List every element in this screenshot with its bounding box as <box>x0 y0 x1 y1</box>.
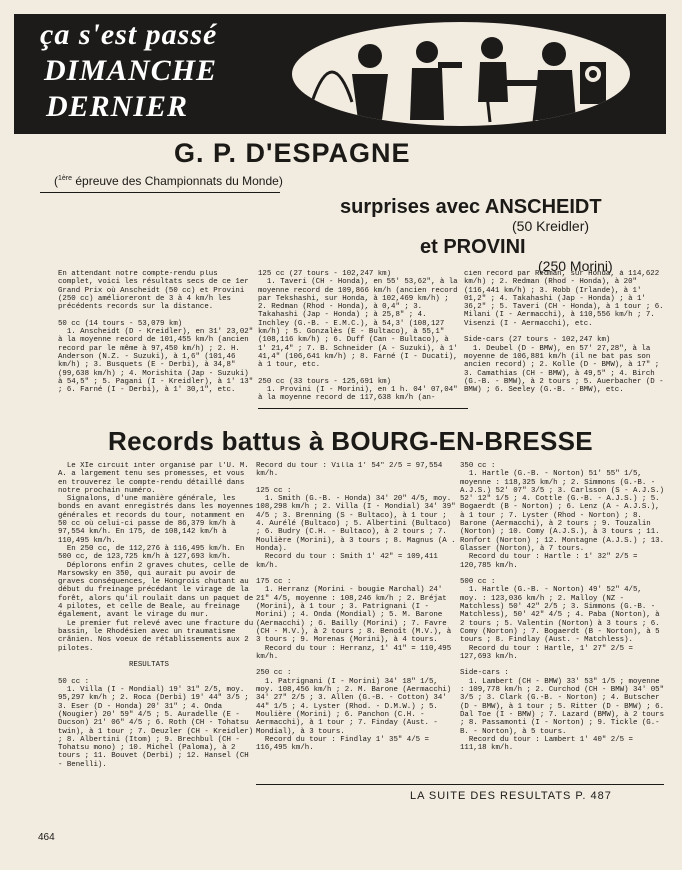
records-headline <box>108 426 593 457</box>
bourg-column-3: 350 cc : 1. Hartle (G.-B. - Norton) 51' 55" 1/5, moyenne : 118,325 km/h ; 2. Simmons (G.-B. - A.J.S.) 52' 07" 3/5 ; 3. Carlsson (S - A.J.S.) 52' 12" 1/5 ; 4. Cottle (G.-B. - A.J.S.) ; 5. Bogaerdt (B - Norton) ; 6. Lenz (A - A.J.S.), à 1 tour ; 7. Lyster (Rhod - Norton) ; 8. Barone (Aermacchi), à 2 tours ; 9. Touzalin (Norton) ; 10. Comy (A.J.S.), à 3 tours ; 11. Ronfort (Norton) ; 12. Montagne (A.J.S.) ; 13. Glasser (Norton), à 7 tours. Record du tour : Hartle : 1' 32" 2/5 = 120,785 km/h. 500 cc : 1. Hartle (G.-B. - Norton) 49' 52" 4/5, moy. : 123,036 km/h ; 2. Malloy (NZ - Matchless) 50' 42" 2/5 ; 3. Simmons (G.-B. - Matchless), 50' 42" 4/5 ; 4. Paba (Norton), à 2 tours ; 5. Valentin (Norton) à 3 tours ; 6. Comy (Norton) ; 7. Bogaerdt (B - Norton), à 5 tours ; 8. Findlay (Aust. - Matchless). Record du tour : Hartle, 1' 27" 2/5 = 127,693 km/h. Side-cars : 1. Lambert (CH - BMW) 33' 53" 1/5 ; moyenne : 109,778 km/h ; 2. Curchod (CH - BMW) 34' 05" 3/5 ; 3. Clark (G.-B. - Norton) ; 4. Butscher (D - BMW), à 1 tour ; 5. Ritter (D - BMW) ; 6. Dal Toe (I - BMW) ; 7. Lazard (BMW), à 2 tours ; 8. Passamonti (I - Norton) ; 9. Tickle (G.-B. - Norton), à 5 tours. Record du tour : Lambert 1' 40" 2/5 = 111,18 km/h. <box>460 462 664 753</box>
espagne-column-1: En attendant notre compte-rendu plus complet, voici les résultats secs de ce 1er Grand Prix où Anscheidt (50 cc) et Provini (250 cc) amélioreront de 3 à 4 km/h les précédents records sur la distance. 50 cc (14 tours - 53,079 km) 1. Anscheidt (D - Kreidler), en 31' 23,02" à la moyenne record de 101,455 km/h (ancien record par le même à 97,450 km/h) ; 2. H. Anderson (N.Z. - Suzuki), à 1,6" (101,46 km/h) ; 3. Busquets (E - Derbi), à 34,8" (99,638 km/h) ; 4. Morishita (Jap - Suzuki) à 54,5" ; 5. Pagani (I - Kreidler), à 1' 13" ; 6. Farné (I - Derbi), à 1' 30,1", etc. <box>58 270 254 395</box>
records-place: BOURG-EN-BRESSE <box>331 426 593 456</box>
divider <box>258 408 468 409</box>
party-illustration <box>292 22 630 126</box>
continued-notice: LA SUITE DES RESULTATS P. 487 <box>410 790 612 802</box>
records-prefix: Records battus à <box>108 426 332 456</box>
headline-anscheidt <box>340 196 602 219</box>
illustration-oval <box>292 22 630 126</box>
headline-prefix: surprises avec <box>340 196 485 218</box>
bourg-column-2: Record du tour : Villa 1' 54" 2/5 = 97,554 km/h. 125 cc : 1. Smith (G.-B. - Honda) 34' 20" 4/5, moy. 108,298 km/h ; 2. Villa (I - Mondial) 34' 39" 4/5 ; 3. Brenning (S - Bultaco), à 1 tour ; 4. Aurélé (Bultaco) ; 5. Albertini (Bultaco) ; 6. Budry (C.H. - Bultaco), à 2 tours ; 7. Moulière (Morini), à 3 tours ; 8. Magnus (A . Honda). Record du tour : Smith 1' 42" = 109,411 km/h. 175 cc : 1. Herranz (Morini - bougie Marchal) 24' 21" 4/5, moyenne : 108,246 km/h ; 2. Bréjat (Morini), à 1 tour ; 3. Patrignani (I - Morini) ; 4. Onda (Mondial) ; 5. M. Barone (Aermacchi) ; 6. Bailly (Morini) ; 7. Favre (CH - M.V.), à 2 tours ; 8. Benoît (M.V.), à 3 tours ; 9. Morenas (Morini), à 4 tours. Record du tour : Herranz, 1' 41" = 110,495 km/h. 250 cc : 1. Patrignani (I - Morini) 34' 18" 1/5, moy. 108,456 km/h ; 2. M. Barone (Aermacchi) 34' 27" 2/5 ; 3. Allen (G.-B. - Cotton) 34' 44" 1/5 ; 4. Lyster (Rhod. - D.M.W.) ; 5. Moulière (Morini) ; 6. Panchon (C.H. - Aermacchi), à 1 tour ; 7. Finday (Aust. - Mondial), à 3 tours. Record du tour : Findlay 1' 35" 4/5 = 116,495 km/h. <box>256 462 456 753</box>
masthead-title <box>40 20 217 122</box>
subtitle-sup: 1ère <box>58 175 73 182</box>
headline-provini-sub: (250 Morini) <box>538 258 613 274</box>
page-number: 464 <box>38 832 55 843</box>
espagne-column-3: cien record par Redman, sur Honda, à 114,622 km/h) ; 2. Redman (Rhod - Honda), à 20" (116,441 km/h) ; 3. Robb (Irlande), à 1' 01,2" ; 4. Takahashi (Jap - Honda) ; à 1' 36,2" ; 5. Taveri (CH - Honda), à 1 tour ; 6. Milani (I - Aermacchi), à 110,556 km/h ; 7. Visenzi (I - Aermacchi), etc. Side-cars (27 tours - 102,247 km) 1. Deubel (D - BMW), en 57' 27,28", à la moyenne de 106,881 km/h (il ne bat pas son ancien record) ; 2. Kolle (D - BMW), à 17" ; 3. Camathias (CH - BMW), à 49,5" ; 4. Birch (G.-B. - BMW), à 2 tours ; 5. Auerbacher (D - BMW) ; 6. Seeley (G.-B. - BMW), etc. <box>464 270 664 395</box>
masthead-line-2: DIMANCHE <box>44 54 218 87</box>
event-title: G. P. D'ESPAGNE <box>174 138 411 168</box>
subtitle-text: épreuve des Championnats du Monde) <box>75 174 283 188</box>
headline-prefix: et <box>420 236 444 258</box>
divider <box>40 192 280 193</box>
headline-name: PROVINI <box>443 236 526 258</box>
headline-anscheidt-sub: (50 Kreidler) <box>512 218 590 234</box>
bourg-column-1: Le XIe circuit inter organisé par l'U. M. A. a largement tenu ses promesses, et vous en trouverez le compte-rendu détaillé dans notre prochain numéro. Signalons, d'une manière générale, les bonds en avant enregistrés dans les moyennes générales et records du tour, notamment en 50 cc où celui-ci passe de 86,379 km/h à 97,554 km/h. En 175, de 108,142 km/h à 110,495 km/h. En 250 cc, de 112,276 à 116,495 km/h. En 500 cc, de 123,725 km/h à 127,693 km/h. Déplorons enfin 2 graves chutes, celle de Marsowsky en 350, qui aurait pu avoir de graves conséquences, le Hongrois chutant au début du freinage précédant le virage de la forêt, alors qu'il roulait dans un paquet de 4 pilotes, et celle de Beale, au freinage également, avant le virage du mur. Le premier fut relevé avec une fracture du bassin, le Rhodésien avec un traumatisme crânien. Nos voeux de rétablissements aux 2 pilotes. RESULTATS 50 cc : 1. Villa (I - Mondial) 19' 31" 2/5, moy. 95,297 km/h ; 2. Roca (Derbi) 19' 44" 3/5 ; 3. Eser (D - Honda) 20' 31" ; 4. Onda (Nougier) 20' 59" 4/5 ; 5. Auradelle (E - Ducson) 21' 06" 4/5 ; 6. Roth (CH - Tohatsu twin), à 1 tour ; 7. Deuzler (CH - Kreidler) ; 8. Albertini (Itom) ; 9. Brechbul (CH - Tohatsu mono) ; 10. Michel (Paloma), à 2 tours ; 11. Bouvet (Derbi) ; 12. Hansel (CH - Benelli). <box>58 462 254 769</box>
masthead-line-1: ça s'est passé <box>40 18 218 51</box>
headline-provini <box>420 236 526 259</box>
headline-name: ANSCHEIDT <box>484 196 602 218</box>
espagne-column-2: 125 cc (27 tours - 102,247 km) 1. Taveri (CH - Honda), en 55' 53,62", à la moyenne record de 109,866 km/h (ancien record par Tekshashi, sur Honda, à 102,469 km/h) ; 2. Redman (Rhod - Honda), à 0,4" ; 3. Takahashi (Jap - Honda) ; à 25,8" ; 4. Inchley (G.-B. - E.M.C.), à 54,3' (108,127 km/h) ; 5. Gonzalès (E - Bultaco), à 55,1" (108,116 km/h) ; 6. Duff (Can - Bultaco), à 1' 21,4" ; 7. B. Schneider (A - Suzuki), à 1' 41,4" (106,641 km/h) ; 8. Farné (I - Ducati), à 1 tour, etc. 250 cc (33 tours - 125,691 km) 1. Provini (I - Morini), en 1 h. 04' 07,04" à la moyenne record de 117,638 km/h (an- <box>258 270 458 402</box>
divider <box>256 784 664 785</box>
event-subtitle: ($^{1ère}$ épreuve des Championnats du Monde) <box>54 174 283 188</box>
masthead-line-3: DERNIER <box>46 90 189 123</box>
